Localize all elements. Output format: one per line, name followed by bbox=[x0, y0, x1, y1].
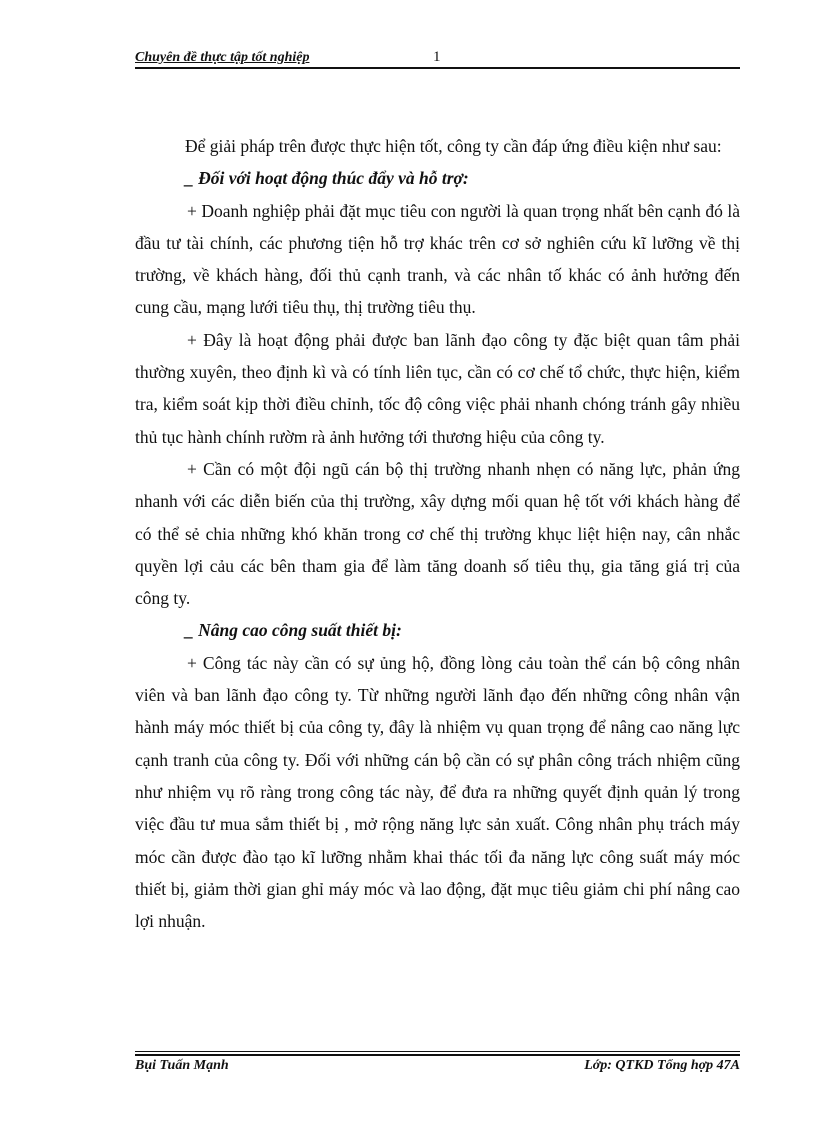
document-body bbox=[135, 130, 740, 937]
paragraph-equipment-capacity: + Công tác này cần có sự ủng hộ, đồng lòng cảu toàn thể cán bộ công nhân viên và ban lãnh đạo công ty. Từ những người lãnh đạo đến những công nhân vận hành máy móc thiết bị của công ty, đây là nhiệm vụ quan trọng để nâng cao năng lực cạnh tranh của công ty. Đối với những cán bộ cần có sự phân công trách nhiệm cũng như nhiệm vụ rõ ràng trong công tác này, để đưa ra những quyết định quản lý trong việc đầu tư mua sắm thiết bị , mở rộng năng lực sản xuất. Công nhân phụ trách máy móc cần được đào tạo kĩ lưỡng nhằm khai thác tối đa năng lực công suất máy móc thiết bị, giảm thời gian ghỉ máy móc và lao động, đặt mục tiêu giảm chi phí nâng cao lợi nhuận. bbox=[135, 652, 740, 932]
page-number: 1 bbox=[433, 49, 441, 65]
paragraph-people-investment: + Doanh nghiệp phải đặt mục tiêu con người là quan trọng nhất bên cạnh đó là đầu tư tài chính, các phương tiện hỗ trợ khác trên cơ sở nghiên cứu kĩ lưỡng về thị trường, về khách hàng, đối thủ cạnh tranh, và các nhân tố khác có ảnh hưởng đến cung cầu, mạng lưới tiêu thụ, thị trường tiêu thụ. bbox=[135, 200, 740, 318]
page-header bbox=[135, 48, 740, 68]
paragraph-market-staff: + Cần có một đội ngũ cán bộ thị trường nhanh nhẹn có năng lực, phản ứng nhanh với các diễn biến của thị trường, xây dựng mối quan hệ tốt với khách hàng để có thể sẻ chia những khó khăn trong cơ chế thị trường khục liệt hiện nay, cân nhắc quyền lợi cảu các bên tham gia để làm tăng doanh số tiêu thụ, gia tăng giá trị của công ty. bbox=[135, 458, 740, 609]
intro-paragraph: Để giải pháp trên được thực hiện tốt, công ty cần đáp ứng điều kiện như sau: bbox=[185, 136, 722, 156]
footer-class: Lớp: QTKD Tổng hợp 47A bbox=[584, 1058, 740, 1073]
paragraph-management-attention: + Đây là hoạt động phải được ban lãnh đạo công ty đặc biệt quan tâm phải thường xuyên, theo định kì và có tính liên tục, cần có cơ chế tổ chức, thực hiện, kiểm tra, kiểm soát kịp thời điều chỉnh, tốc độ công việc phải nhanh chóng tránh gây nhiều thủ tục hành chính rườm rà ảnh hưởng tới thương hiệu của công ty. bbox=[135, 329, 740, 447]
footer-rule-thick bbox=[135, 1054, 740, 1056]
footer-author: Bụi Tuấn Mạnh bbox=[135, 1058, 229, 1073]
section-heading-capacity: _ Nâng cao công suất thiết bị: bbox=[185, 620, 402, 641]
header-rule bbox=[135, 67, 740, 69]
page-footer bbox=[135, 1058, 740, 1080]
header-title: Chuyên đề thực tập tốt nghiệp bbox=[135, 50, 310, 65]
section-heading-support: _ Đối với hoạt động thúc đẩy và hỗ trợ: bbox=[185, 168, 469, 189]
footer-rule-thin bbox=[135, 1051, 740, 1052]
